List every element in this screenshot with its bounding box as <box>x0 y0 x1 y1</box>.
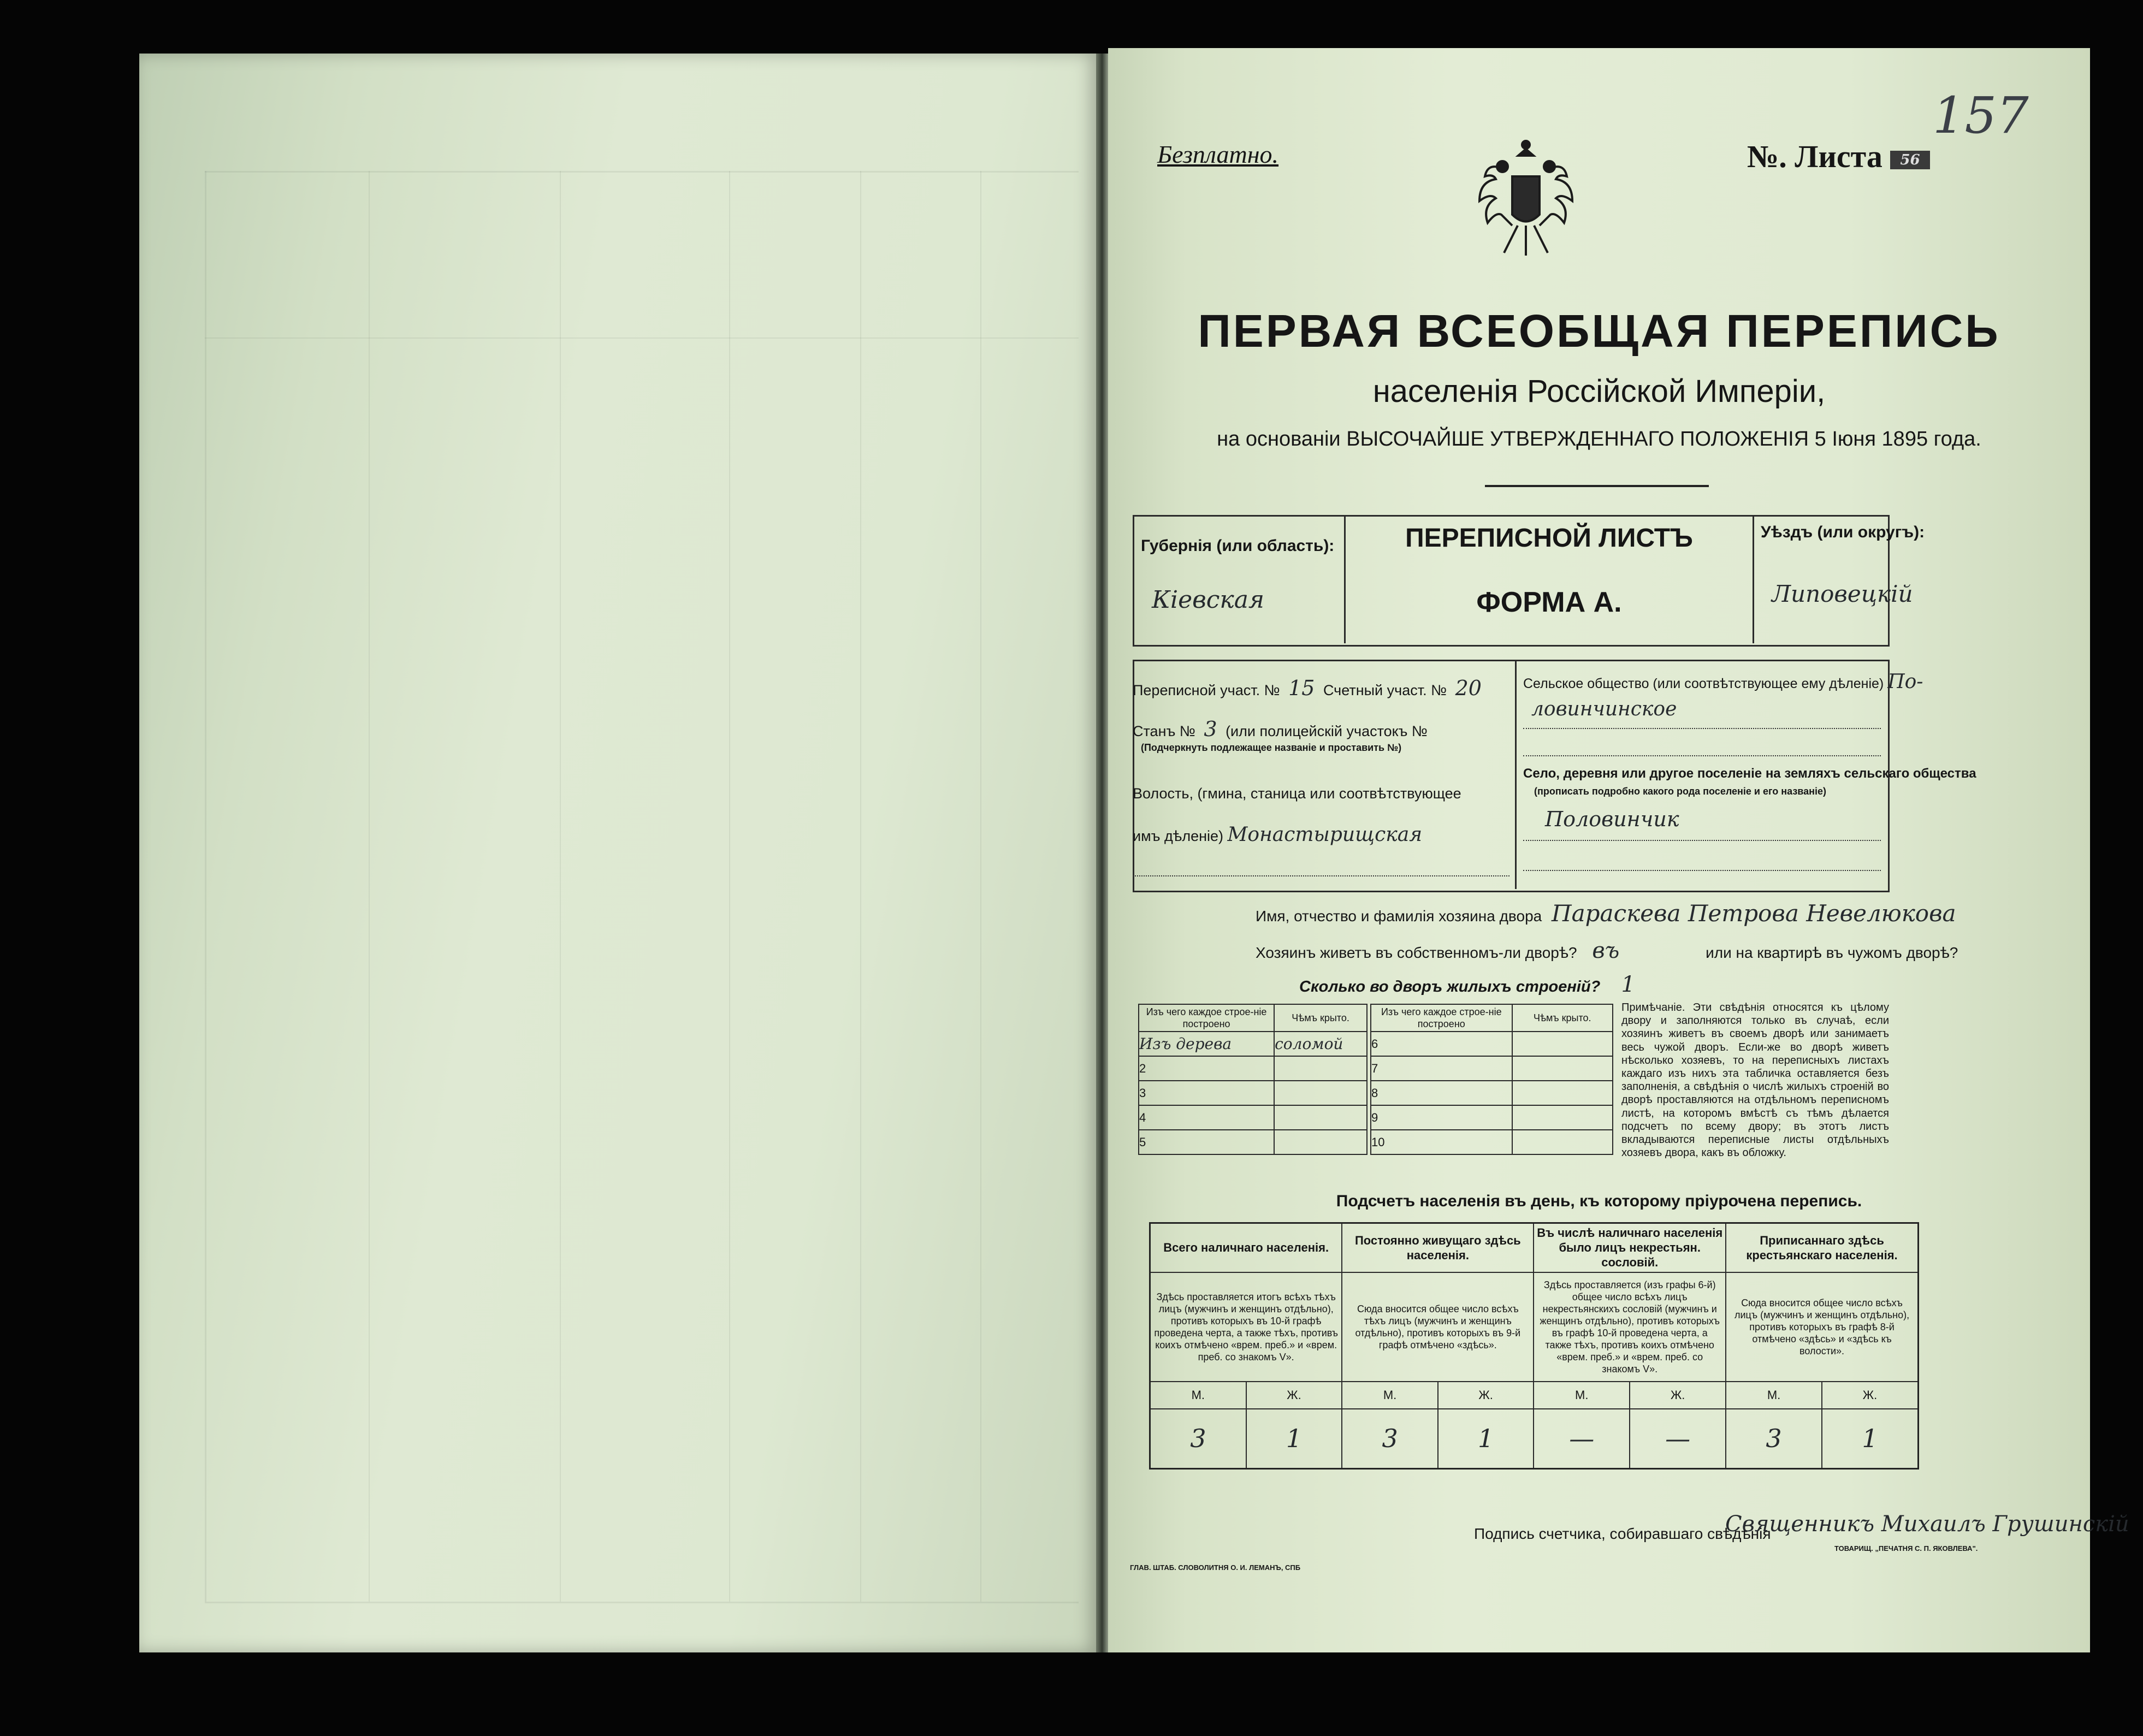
ornament-divider <box>1485 485 1709 487</box>
volost-row <box>1133 823 1422 846</box>
roof-cell <box>1274 1056 1367 1081</box>
column-header-roof: Чѣмъ крыто. <box>1274 1004 1367 1032</box>
blank-line <box>1523 728 1881 729</box>
row-number: 8 <box>1371 1081 1512 1105</box>
buildings-note: Примѣчаніе. Эти свѣдѣнія относятся къ цѣлому двору и заполняются только въ случаѣ, если хозяинъ живетъ въ своемъ дворѣ или занимаетъ весь чужой дворъ. Если-же во дворѣ живетъ нѣсколько хозяевъ, то на переписныхъ листахъ каждаго изъ нихъ эта табличка оставляется безъ заполненія, а свѣдѣнія о числѣ жилыхъ строеній во дворѣ проставляются на отдѣльномъ переписномъ листѣ, на которомъ вмѣстѣ съ тѣмъ дѣлается подсчетъ по всему двору; въ этотъ листъ вкладываются переписные листы отдѣльныхъ хозяевъ двора, какъ въ обложку. <box>1621 1002 1889 1159</box>
double-headed-eagle-icon <box>1469 138 1583 269</box>
apartment-label: или на квартирѣ въ чужомъ дворѣ? <box>1706 944 1958 961</box>
female-header: Ж. <box>1822 1382 1919 1409</box>
printer-right: ТОВАРИЩ. „ПЕЧАТНЯ С. П. ЯКОВЛЕВА". <box>1834 1544 1978 1553</box>
roof-cell <box>1274 1105 1367 1130</box>
sheet-number-field <box>1747 138 1930 175</box>
volost-label-2: имъ дѣленіе) <box>1133 828 1224 844</box>
population-col-total-title: Всего наличнаго населенія. <box>1150 1223 1342 1272</box>
population-table <box>1149 1222 1919 1470</box>
table-row <box>1371 1056 1613 1081</box>
roof-cell <box>1512 1105 1613 1130</box>
total-female-value: 1 <box>1246 1409 1342 1469</box>
row-number: 5 <box>1139 1130 1274 1154</box>
census-district-label: Переписной участ. № <box>1133 682 1280 698</box>
free-of-charge-label: Безплатно. <box>1157 140 1279 168</box>
village-label: Село, деревня или другое поселеніе на земляхъ сельскаго общества <box>1523 766 1976 781</box>
buildings-table-right <box>1370 1004 1613 1155</box>
buildings-value: 1 <box>1621 972 1635 997</box>
blank-line <box>1523 870 1881 871</box>
stan-label: Станъ № <box>1133 723 1195 739</box>
table-row <box>1371 1105 1613 1130</box>
owner-row <box>1256 900 1956 927</box>
table-row <box>1139 1081 1367 1105</box>
table-row <box>1139 1105 1367 1130</box>
female-header: Ж. <box>1246 1382 1342 1409</box>
blank-line <box>1133 875 1509 876</box>
rural-society-label: Сельское общество (или соотвѣтствующее ему дѣленіе) <box>1523 676 1884 691</box>
table-row <box>1371 1032 1613 1056</box>
population-col-peasant-desc: Сюда вносится общее число всѣхъ лицъ (мужчинъ и женщинъ отдѣльно), противъ которыхъ въ графѣ 8-й отмѣчено «здѣсь» и «здѣсь къ волости». <box>1726 1272 1918 1382</box>
buildings-label: Сколько во дворъ жилыхъ строеній? <box>1299 978 1601 996</box>
nonpeasant-male-value: — <box>1534 1409 1630 1469</box>
rural-society-value-2: ловинчинское <box>1531 698 1677 720</box>
book-spine <box>1096 54 1108 1652</box>
building-roof-cell: соломой <box>1274 1032 1367 1056</box>
population-col-nonpeasant-desc: Здѣсь проставляется (изъ графы 6-й) общее число всѣхъ лицъ некрестьянскихъ сословій (мужчинъ и женщинъ отдѣльно), противъ которыхъ въ графѣ 10-й проведена черта, а также тѣхъ, противъ коихъ отмѣчено «врем. преб.» и «врем. преб. со знакомъ V». <box>1534 1272 1726 1382</box>
stan-value: 3 <box>1204 717 1217 741</box>
column-header-roof: Чѣмъ крыто. <box>1512 1004 1613 1032</box>
total-male-value: 3 <box>1150 1409 1246 1469</box>
peasant-female-value: 1 <box>1822 1409 1919 1469</box>
stan-row <box>1133 717 1428 741</box>
fields-divider <box>1515 660 1517 889</box>
female-header: Ж. <box>1630 1382 1726 1409</box>
census-subtitle: населенія Россійской Имперіи, <box>1372 374 1826 409</box>
table-row <box>1371 1130 1613 1154</box>
census-district-row <box>1133 676 1482 700</box>
own-yard-label: Хозяинъ живетъ въ собственномъ-ли дворѣ? <box>1256 944 1577 961</box>
signature-label: Подпись счетчика, собиравшаго свѣдѣнія <box>1474 1525 1771 1542</box>
population-col-nonpeasant-title: Въ числѣ наличнаго населенія было лицъ некрестьян. сословій. <box>1534 1223 1726 1272</box>
population-col-permanent-title: Постоянно живущаго здѣсь населенія. <box>1342 1223 1534 1272</box>
row-number: 4 <box>1139 1105 1274 1130</box>
counting-district-label: Счетный участ. № <box>1323 682 1447 698</box>
form-divider-right <box>1753 515 1754 643</box>
population-heading: Подсчетъ населенія въ день, къ которому пріурочена перепись. <box>1336 1192 1862 1210</box>
roof-cell <box>1512 1032 1613 1056</box>
roof-cell <box>1274 1130 1367 1154</box>
row-number: 6 <box>1371 1032 1512 1056</box>
row-number: 2 <box>1139 1056 1274 1081</box>
census-form-page <box>1108 48 2129 1652</box>
uezd-value: Липовецкій <box>1772 580 1913 607</box>
population-col-peasant-title: Приписаннаго здѣсь крестьянскаго населенія. <box>1726 1223 1918 1272</box>
blank-line <box>1523 755 1881 756</box>
rural-society-value-1: По- <box>1887 671 1923 693</box>
stan-note: (Подчеркнуть подлежащее названіе и проставить №) <box>1141 742 1402 753</box>
gubernia-value: Кіевская <box>1152 586 1265 614</box>
blank-line <box>1523 840 1881 841</box>
form-title: ПЕРЕПИСНОЙ ЛИСТЪ <box>1405 524 1693 553</box>
roof-cell <box>1512 1130 1613 1154</box>
counting-district-value: 20 <box>1455 676 1482 700</box>
roof-cell <box>1274 1081 1367 1105</box>
row-number: 7 <box>1371 1056 1512 1081</box>
peasant-male-value: 3 <box>1726 1409 1822 1469</box>
signature-value: Священникъ Михаилъ Грушинскій <box>1725 1512 2129 1537</box>
gubernia-label: Губернія (или область): <box>1141 537 1335 555</box>
police-label: (или полицейскій участокъ № <box>1226 723 1428 739</box>
buildings-row <box>1299 972 1635 997</box>
table-row <box>1139 1056 1367 1081</box>
buildings-table-left <box>1138 1004 1368 1155</box>
sheet-number-label: №. Листа <box>1747 139 1882 174</box>
printer-left: ГЛАВ. ШТАБ. СЛОВОЛИТНЯ О. И. ЛЕМАНЪ, СПБ <box>1130 1563 1301 1572</box>
population-col-permanent-desc: Сюда вносится общее число всѣхъ тѣхъ лицъ (мужчинъ и женщинъ отдѣльно), противъ которыхъ въ 9-й графѣ отмѣчено «здѣсь». <box>1342 1272 1534 1382</box>
own-yard-value: въ <box>1592 938 1620 963</box>
census-title: ПЕРВАЯ ВСЕОБЩАЯ ПЕРЕПИСЬ <box>1198 305 2000 357</box>
permanent-male-value: 3 <box>1342 1409 1438 1469</box>
population-col-total-desc: Здѣсь проставляется итогъ всѣхъ тѣхъ лицъ (мужчинъ и женщинъ отдѣльно), противъ которыхъ въ 10-й графѣ проведена черта, а также тѣхъ, противъ коихъ отмѣчено «врем. преб.» и «врем. преб. со знакомъ V». <box>1150 1272 1342 1382</box>
male-header: М. <box>1150 1382 1246 1409</box>
row-number: 9 <box>1371 1105 1512 1130</box>
column-header-material: Изъ чего каждое строе-ніе построено <box>1139 1004 1274 1032</box>
volost-label: Волость, (гмина, станица или соотвѣтствующее <box>1133 785 1461 802</box>
roof-cell <box>1512 1056 1613 1081</box>
rural-society-row <box>1523 671 1923 693</box>
table-row <box>1371 1081 1613 1105</box>
male-header: М. <box>1726 1382 1822 1409</box>
uezd-label: Уѣздъ (или округъ): <box>1761 523 1925 541</box>
roof-cell <box>1512 1081 1613 1105</box>
table-row <box>1139 1032 1367 1056</box>
male-header: М. <box>1342 1382 1438 1409</box>
building-material-cell: Изъ дерева <box>1139 1032 1274 1056</box>
own-yard-row <box>1256 938 1958 963</box>
village-value: Половинчик <box>1545 807 1679 831</box>
archive-page-number: 157 <box>1933 86 2029 145</box>
male-header: М. <box>1534 1382 1630 1409</box>
owner-value: Параскева Петрова Невелюкова <box>1552 900 1956 927</box>
row-number: 3 <box>1139 1081 1274 1105</box>
owner-label: Имя, отчество и фамилія хозяина двора <box>1256 908 1542 925</box>
table-row <box>1139 1130 1367 1154</box>
column-header-material: Изъ чего каждое строе-ніе построено <box>1371 1004 1512 1032</box>
village-note: (прописать подробно какого рода поселеніе и его названіе) <box>1534 786 1827 797</box>
nonpeasant-female-value: — <box>1630 1409 1726 1469</box>
row-number: 10 <box>1371 1130 1512 1154</box>
form-name: ФОРМА А. <box>1476 586 1622 618</box>
census-basis: на основаніи ВЫСОЧАЙШЕ УТВЕРЖДЕННАГО ПОЛОЖЕНІЯ 5 Іюня 1895 года. <box>1217 428 1981 451</box>
permanent-female-value: 1 <box>1438 1409 1534 1469</box>
sheet-number-value: 56 <box>1890 151 1929 169</box>
female-header: Ж. <box>1438 1382 1534 1409</box>
volost-value: Монастырищская <box>1227 823 1423 846</box>
census-district-value: 15 <box>1288 676 1315 700</box>
left-page <box>139 54 1096 1652</box>
